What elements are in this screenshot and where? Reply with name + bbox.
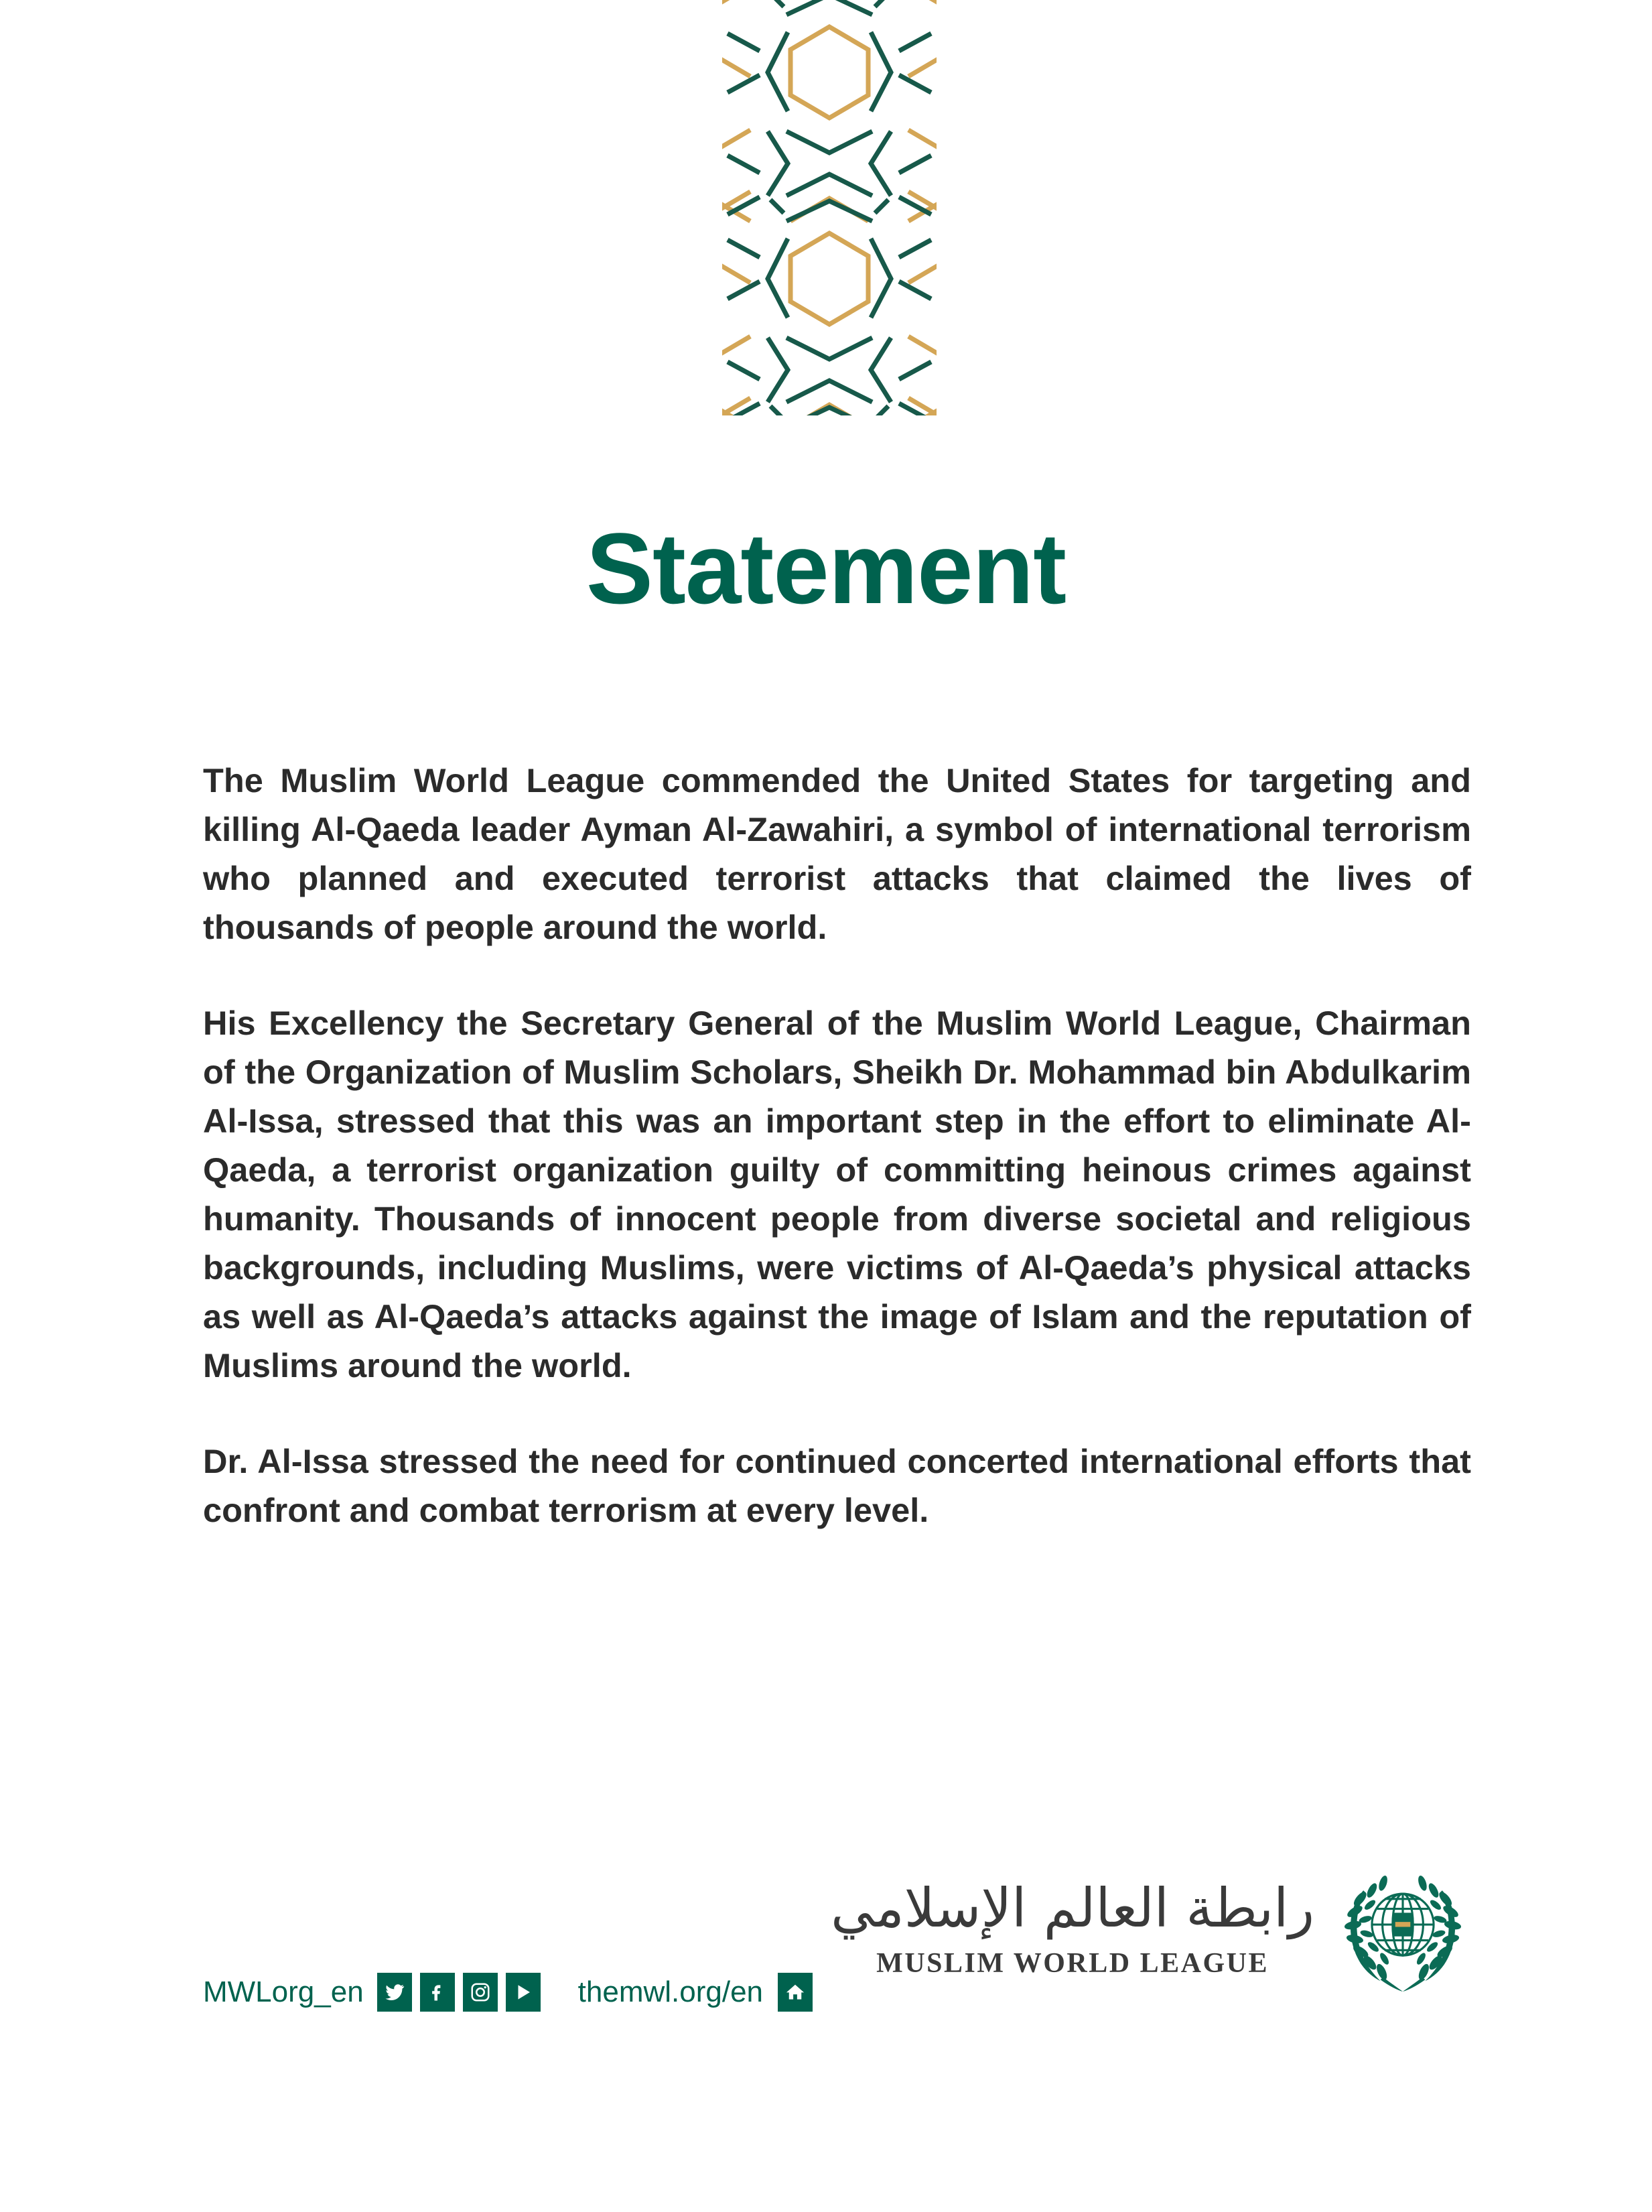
twitter-glyph (383, 1982, 406, 2002)
website-url-label: themwl.org/en (577, 1975, 764, 2008)
globe-kaaba-laurel-emblem-svg (1337, 1862, 1468, 1993)
home-icon[interactable] (778, 1973, 813, 2012)
statement-paragraph-1: The Muslim World League commended the United States for targeting and killing Al-Qaeda leader Ayman Al-Zawahiri, a symbol of international terrorism who planned and executed terrorist attacks that claimed the lives of thousands of people around the world. (203, 761, 1471, 946)
instagram-icon[interactable] (463, 1973, 498, 2012)
facebook-icon[interactable] (420, 1973, 455, 2012)
mwl-latin-name: MUSLIM WORLD LEAGUE (876, 1948, 1269, 1979)
youtube-play-glyph (513, 1982, 533, 2002)
mwl-wordmark (831, 1875, 1314, 1979)
page-title: Statement (586, 511, 1066, 625)
mwl-logo-lockup (831, 1862, 1468, 1993)
social-handle-label: MWLorg_en (203, 1975, 364, 2008)
home-glyph (784, 1982, 806, 2002)
footer (0, 1856, 1652, 2077)
statement-body (203, 756, 1471, 1535)
instagram-glyph (470, 1981, 491, 2003)
mwl-arabic-name: رابطة العالم الإسلامي (831, 1877, 1314, 1939)
geometric-pattern-svg (722, 0, 937, 415)
social-links-row (203, 1971, 813, 2013)
youtube-icon[interactable] (506, 1973, 541, 2012)
geometric-ornament-band (722, 0, 937, 415)
statement-paragraph-2: His Excellency the Secretary General of the Muslim World League, Chairman of the Organization of Muslim Scholars, Sheikh Dr. Mohammad bin Abdulkarim Al-Issa, stressed that this was an important step in the effort to eliminate Al-Qaeda, a terrorist organization guilty of committing heinous crimes against humanity. Thousands of innocent people from diverse societal and religious backgrounds, including Muslims, were victims of Al-Qaeda’s physical attacks as well as Al-Qaeda’s attacks against the image of Islam and the reputation of Muslims around the world. (203, 1004, 1471, 1384)
website-link-group (578, 1973, 813, 2012)
facebook-glyph (427, 1981, 448, 2003)
statement-paragraph-3: Dr. Al-Issa stressed the need for continued concerted international efforts that confront and combat terrorism at every level. (203, 1442, 1471, 1529)
mwl-emblem (1337, 1862, 1468, 1993)
twitter-icon[interactable] (377, 1973, 412, 2012)
